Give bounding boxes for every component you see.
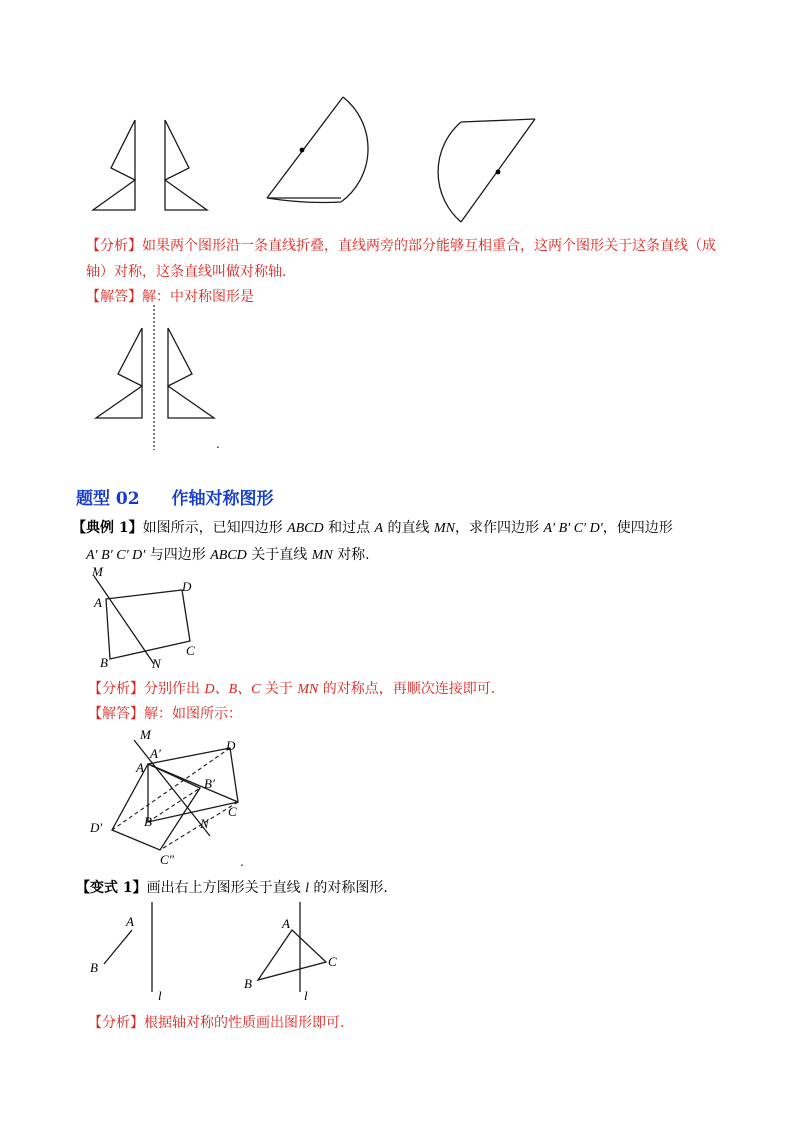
text-seg: A′ B′ C′ D′ bbox=[86, 548, 146, 563]
diameter-line bbox=[267, 97, 343, 198]
left-arrow-shape bbox=[96, 328, 142, 418]
variant1-analysis bbox=[88, 1013, 344, 1033]
analysis-paragraph-1 bbox=[86, 236, 716, 256]
text-seg: MN bbox=[311, 548, 333, 563]
text-seg: 分别作出 bbox=[144, 681, 205, 697]
segment-ab bbox=[104, 930, 132, 964]
trailing-dot-2: . bbox=[240, 855, 244, 869]
variant1-line bbox=[76, 878, 388, 899]
label-M: M bbox=[140, 727, 151, 742]
line-mn bbox=[94, 576, 154, 664]
answer-text: 解：如图所示： bbox=[144, 706, 242, 722]
text-seg: MN bbox=[297, 682, 319, 697]
label-N: N bbox=[152, 656, 161, 671]
dash-b-bprime bbox=[148, 788, 200, 822]
text-seg: 对称. bbox=[332, 547, 370, 563]
text-seg: MN bbox=[434, 521, 456, 536]
section-number: 题型 02 bbox=[76, 489, 140, 509]
figure-arrow-pair bbox=[85, 110, 215, 220]
label-M: M bbox=[92, 564, 103, 579]
text-seg: 的对称图形. bbox=[308, 880, 388, 896]
label-B-prime: B′ bbox=[204, 776, 215, 791]
label-l: l bbox=[158, 988, 162, 1003]
label-A-prime: A′ bbox=[150, 746, 161, 761]
right-arrow-shape bbox=[168, 328, 214, 418]
label-C: C bbox=[328, 954, 337, 969]
label-N: N bbox=[200, 816, 209, 831]
text-seg: 画出右上方图形关于直线 bbox=[146, 880, 306, 896]
text-seg: 和过点 bbox=[323, 520, 375, 536]
example1-answer bbox=[88, 704, 242, 724]
chord-arc bbox=[267, 198, 341, 203]
label-D-prime: D′ bbox=[90, 820, 103, 835]
variant1-label: 【变式 1】 bbox=[76, 880, 147, 896]
dash-c-cprime bbox=[160, 802, 238, 850]
left-arrow-shape bbox=[93, 120, 135, 210]
label-D: D bbox=[226, 738, 236, 753]
label-C-prime: C″ bbox=[160, 852, 175, 867]
label-A: A bbox=[282, 916, 290, 931]
label-B: B bbox=[244, 976, 252, 991]
label-A: A bbox=[136, 760, 144, 775]
analysis-label: 【分析】 bbox=[88, 1015, 144, 1031]
text-seg: 关于 bbox=[260, 681, 298, 697]
text-seg: ABCD bbox=[287, 521, 324, 536]
text-seg: 如图所示，已知四边形 bbox=[142, 520, 288, 536]
figure-arrow-pair-with-axis bbox=[88, 300, 238, 455]
analysis-label: 【分析】 bbox=[86, 238, 142, 254]
label-C: C bbox=[228, 804, 237, 819]
semicircle-arc bbox=[438, 122, 461, 222]
section-name: 作轴对称图形 bbox=[171, 489, 274, 509]
text-seg: 关于直线 bbox=[246, 547, 312, 563]
analysis-line2: 轴）对称，这条直线叫做对称轴. bbox=[86, 264, 287, 280]
text-seg: ，使四边形 bbox=[602, 520, 673, 536]
triangle-abc bbox=[258, 930, 326, 980]
analysis-paragraph-1-cont bbox=[86, 262, 286, 282]
text-seg: ，求作四边形 bbox=[455, 520, 544, 536]
text-seg: l bbox=[305, 881, 309, 896]
label-B: B bbox=[90, 960, 98, 975]
text-seg: A bbox=[374, 521, 384, 536]
label-D: D bbox=[182, 579, 192, 594]
figure-semicircle-left bbox=[255, 90, 375, 220]
label-A: A bbox=[126, 914, 134, 929]
figure-semicircle-right bbox=[425, 105, 555, 235]
line-a-c bbox=[148, 764, 238, 802]
label-B: B bbox=[100, 655, 108, 670]
analysis-text: 根据轴对称的性质画出图形即可. bbox=[144, 1015, 345, 1031]
label-A: A bbox=[94, 595, 102, 610]
answer-text: 解：中对称图形是 bbox=[142, 289, 254, 305]
example1-line1 bbox=[72, 518, 673, 539]
right-arrow-shape bbox=[165, 120, 207, 210]
chord-line bbox=[461, 119, 535, 122]
label-B: B bbox=[144, 814, 152, 829]
text-seg: 的直线 bbox=[383, 520, 435, 536]
center-dot bbox=[496, 170, 501, 175]
text-seg: 与四边形 bbox=[145, 547, 211, 563]
example1-label: 【典例 1】 bbox=[72, 520, 143, 536]
text-seg: 的对称点，再顺次连接即可. bbox=[318, 681, 496, 697]
label-C: C bbox=[186, 643, 195, 658]
figure-quadrilateral-abcd bbox=[82, 560, 212, 675]
analysis-line1: 如果两个图形沿一条直线折叠，直线两旁的部分能够互相重合，这两个图形关于这条直线（成 bbox=[142, 238, 716, 254]
trailing-dot-1: . bbox=[216, 437, 220, 451]
figure-reflection-answer bbox=[88, 726, 258, 871]
answer-label: 【解答】 bbox=[88, 706, 144, 722]
label-l: l bbox=[304, 988, 308, 1003]
analysis-label: 【分析】 bbox=[88, 681, 144, 697]
text-seg: A′ B′ C′ D′ bbox=[543, 521, 603, 536]
semicircle-arc bbox=[341, 97, 368, 202]
quadrilateral-abcd bbox=[106, 590, 190, 659]
text-seg: D、B、C bbox=[204, 682, 261, 697]
answer-label: 【解答】 bbox=[86, 289, 142, 305]
figure-triangle-abc bbox=[240, 900, 360, 1008]
text-seg: ABCD bbox=[210, 548, 247, 563]
figure-segment-ab bbox=[86, 900, 186, 1005]
section-title bbox=[76, 484, 274, 509]
example1-analysis bbox=[88, 679, 495, 700]
center-dot bbox=[300, 148, 305, 153]
